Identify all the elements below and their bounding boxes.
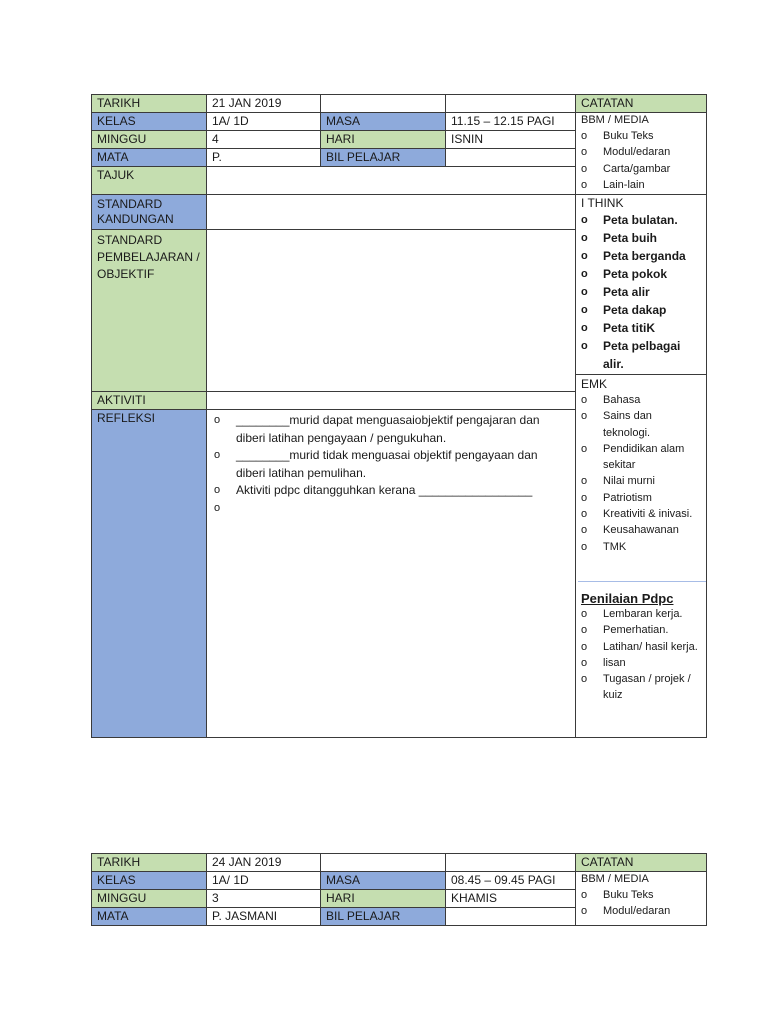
value-standard-kandungan xyxy=(206,194,576,230)
label-catatan: CATATAN xyxy=(575,94,707,113)
label-aktiviti: AKTIVITI xyxy=(91,391,207,410)
value-kelas: 1A/ 1D xyxy=(206,112,321,131)
label-tarikh: TARIKH xyxy=(91,94,207,113)
bbm-item: o Modul/edaran xyxy=(581,144,701,160)
bullet-icon: o xyxy=(581,442,588,455)
bullet-icon: o xyxy=(581,232,588,244)
bullet-icon: o xyxy=(581,624,588,637)
bullet-icon: o xyxy=(214,449,221,461)
section-divider xyxy=(578,581,706,582)
bullet-icon: o xyxy=(581,394,588,406)
ithink-item: o Peta buih xyxy=(581,231,658,245)
value-standard-pembelajaran xyxy=(206,229,576,392)
bullet-icon: o xyxy=(581,146,588,159)
value-bil-pelajar xyxy=(445,907,576,926)
value-kelas: 1A/ 1D xyxy=(206,871,321,890)
ithink-item: o Peta berganda xyxy=(581,249,686,263)
bullet-icon: o xyxy=(581,304,588,316)
bbm-title: BBM / MEDIA xyxy=(581,873,649,885)
bullet-icon: o xyxy=(581,268,588,280)
penilaian-title: Penilaian Pdpc xyxy=(581,590,674,606)
label-standard-kandungan: STANDARD KANDUNGAN xyxy=(91,194,207,230)
bbm-title: BBM / MEDIA xyxy=(581,114,649,126)
penilaian-item: o Pemerhatian. xyxy=(581,622,701,638)
value-bil-pelajar xyxy=(445,148,576,167)
bullet-icon: o xyxy=(214,414,221,426)
bullet-icon: o xyxy=(581,178,588,191)
empty-cell xyxy=(320,94,446,113)
label-tajuk: TAJUK xyxy=(91,166,207,195)
label-minggu: MINGGU xyxy=(91,130,207,149)
label-hari: HARI xyxy=(320,889,446,908)
value-masa: 11.15 – 12.15 PAGI xyxy=(445,112,576,131)
ithink-item: o Peta pokok xyxy=(581,267,668,281)
bullet-icon: o xyxy=(581,475,588,488)
catatan-emk xyxy=(575,374,707,738)
ithink-item: o Peta pelbagai alir. xyxy=(581,339,681,371)
penilaian-item: o lisan xyxy=(581,655,701,671)
value-tarikh: 21 JAN 2019 xyxy=(206,94,321,113)
bullet-icon: o xyxy=(581,607,588,620)
emk-item: o Kreativiti & inivasi. xyxy=(581,506,701,522)
empty-cell xyxy=(320,853,446,872)
catatan-bbm xyxy=(575,112,707,195)
value-minggu: 3 xyxy=(206,889,321,908)
emk-item: o Sains dan teknologi. xyxy=(581,410,652,439)
value-minggu: 4 xyxy=(206,130,321,149)
label-kelas: KELAS xyxy=(91,871,207,890)
emk-item: o Keusahawanan xyxy=(581,522,701,538)
bbm-item: o Buku Teks xyxy=(581,887,701,903)
value-tarikh: 24 JAN 2019 xyxy=(206,853,321,872)
empty-cell xyxy=(445,94,576,113)
label-refleksi: REFLEKSI xyxy=(91,409,207,738)
ithink-item: o Peta dakap xyxy=(581,303,667,317)
bbm-item: o Buku Teks xyxy=(581,128,701,144)
label-masa: MASA xyxy=(320,112,446,131)
refleksi-item: o ________murid tidak menguasai objektif pengayaan dan diberi latihan pemulihan. xyxy=(214,448,538,480)
penilaian-item: o Latihan/ hasil kerja. xyxy=(581,639,701,655)
label-kelas: KELAS xyxy=(91,112,207,131)
emk-title: EMK xyxy=(581,377,608,391)
label-minggu: MINGGU xyxy=(91,889,207,908)
emk-item: o TMK xyxy=(581,539,701,555)
bullet-icon: o xyxy=(581,250,588,262)
label-bil-pelajar: BIL PELAJAR xyxy=(320,907,446,926)
bullet-icon: o xyxy=(581,162,588,175)
value-masa: 08.45 – 09.45 PAGI xyxy=(445,871,576,890)
label-tarikh: TARIKH xyxy=(91,853,207,872)
label-bil-pelajar: BIL PELAJAR xyxy=(320,148,446,167)
ithink-item: o Peta titiK xyxy=(581,321,656,335)
bullet-icon: o xyxy=(581,322,588,334)
bullet-icon: o xyxy=(214,501,221,514)
refleksi-item: o Aktiviti pdpc ditangguhkan kerana _________________ xyxy=(214,482,561,500)
bullet-icon: o xyxy=(581,540,588,553)
bullet-icon: o xyxy=(581,656,588,669)
bullet-icon: o xyxy=(581,491,588,504)
bbm-item: o Lain-lain xyxy=(581,177,701,193)
emk-item: o Nilai murni xyxy=(581,473,701,489)
label-standard-pembelajaran: STANDARD PEMBELAJARAN / OBJEKTIF xyxy=(91,229,207,392)
label-catatan: CATATAN xyxy=(575,853,707,872)
ithink-item: o Peta alir xyxy=(581,285,650,299)
emk-item: o Patriotism xyxy=(581,490,701,506)
bullet-icon: o xyxy=(581,410,588,423)
bullet-icon: o xyxy=(581,905,588,918)
label-masa: MASA xyxy=(320,871,446,890)
catatan-bbm xyxy=(575,871,707,926)
label-hari: HARI xyxy=(320,130,446,149)
bullet-icon: o xyxy=(581,640,588,653)
value-refleksi xyxy=(206,409,576,738)
bullet-icon: o xyxy=(581,889,588,901)
bullet-icon: o xyxy=(581,524,588,537)
label-mata-pelajaran: MATA xyxy=(91,907,207,926)
refleksi-item: o ________murid dapat menguasaiobjektif pengajaran dan diberi latihan pengayaan / pengukuhan. xyxy=(214,413,540,445)
value-mata-pelajaran: P. xyxy=(206,148,321,167)
bullet-icon: o xyxy=(581,286,588,298)
emk-item: o Bahasa xyxy=(581,392,701,408)
empty-cell xyxy=(445,853,576,872)
bbm-item: o Carta/gambar xyxy=(581,161,701,177)
value-hari: KHAMIS xyxy=(445,889,576,908)
bullet-icon: o xyxy=(581,340,588,352)
bbm-item: o Modul/edaran xyxy=(581,903,701,919)
ithink-item: o Peta bulatan. xyxy=(581,213,678,227)
bullet-icon: o xyxy=(581,214,588,226)
bullet-icon: o xyxy=(214,484,221,496)
bullet-icon: o xyxy=(581,508,588,521)
catatan-ithink xyxy=(575,194,707,375)
value-hari: ISNIN xyxy=(445,130,576,149)
label-mata-pelajaran: MATA xyxy=(91,148,207,167)
bullet-icon: o xyxy=(581,673,588,686)
value-aktiviti xyxy=(206,391,576,410)
penilaian-item: o Tugasan / projek / kuiz xyxy=(581,673,691,702)
value-mata-pelajaran: P. JASMANI xyxy=(206,907,321,926)
ithink-title: I THINK xyxy=(581,196,624,210)
emk-item: o Pendidikan alam sekitar xyxy=(581,442,685,472)
penilaian-item: o Lembaran kerja. xyxy=(581,606,701,622)
bullet-icon: o xyxy=(581,130,588,142)
value-tajuk xyxy=(206,166,576,195)
